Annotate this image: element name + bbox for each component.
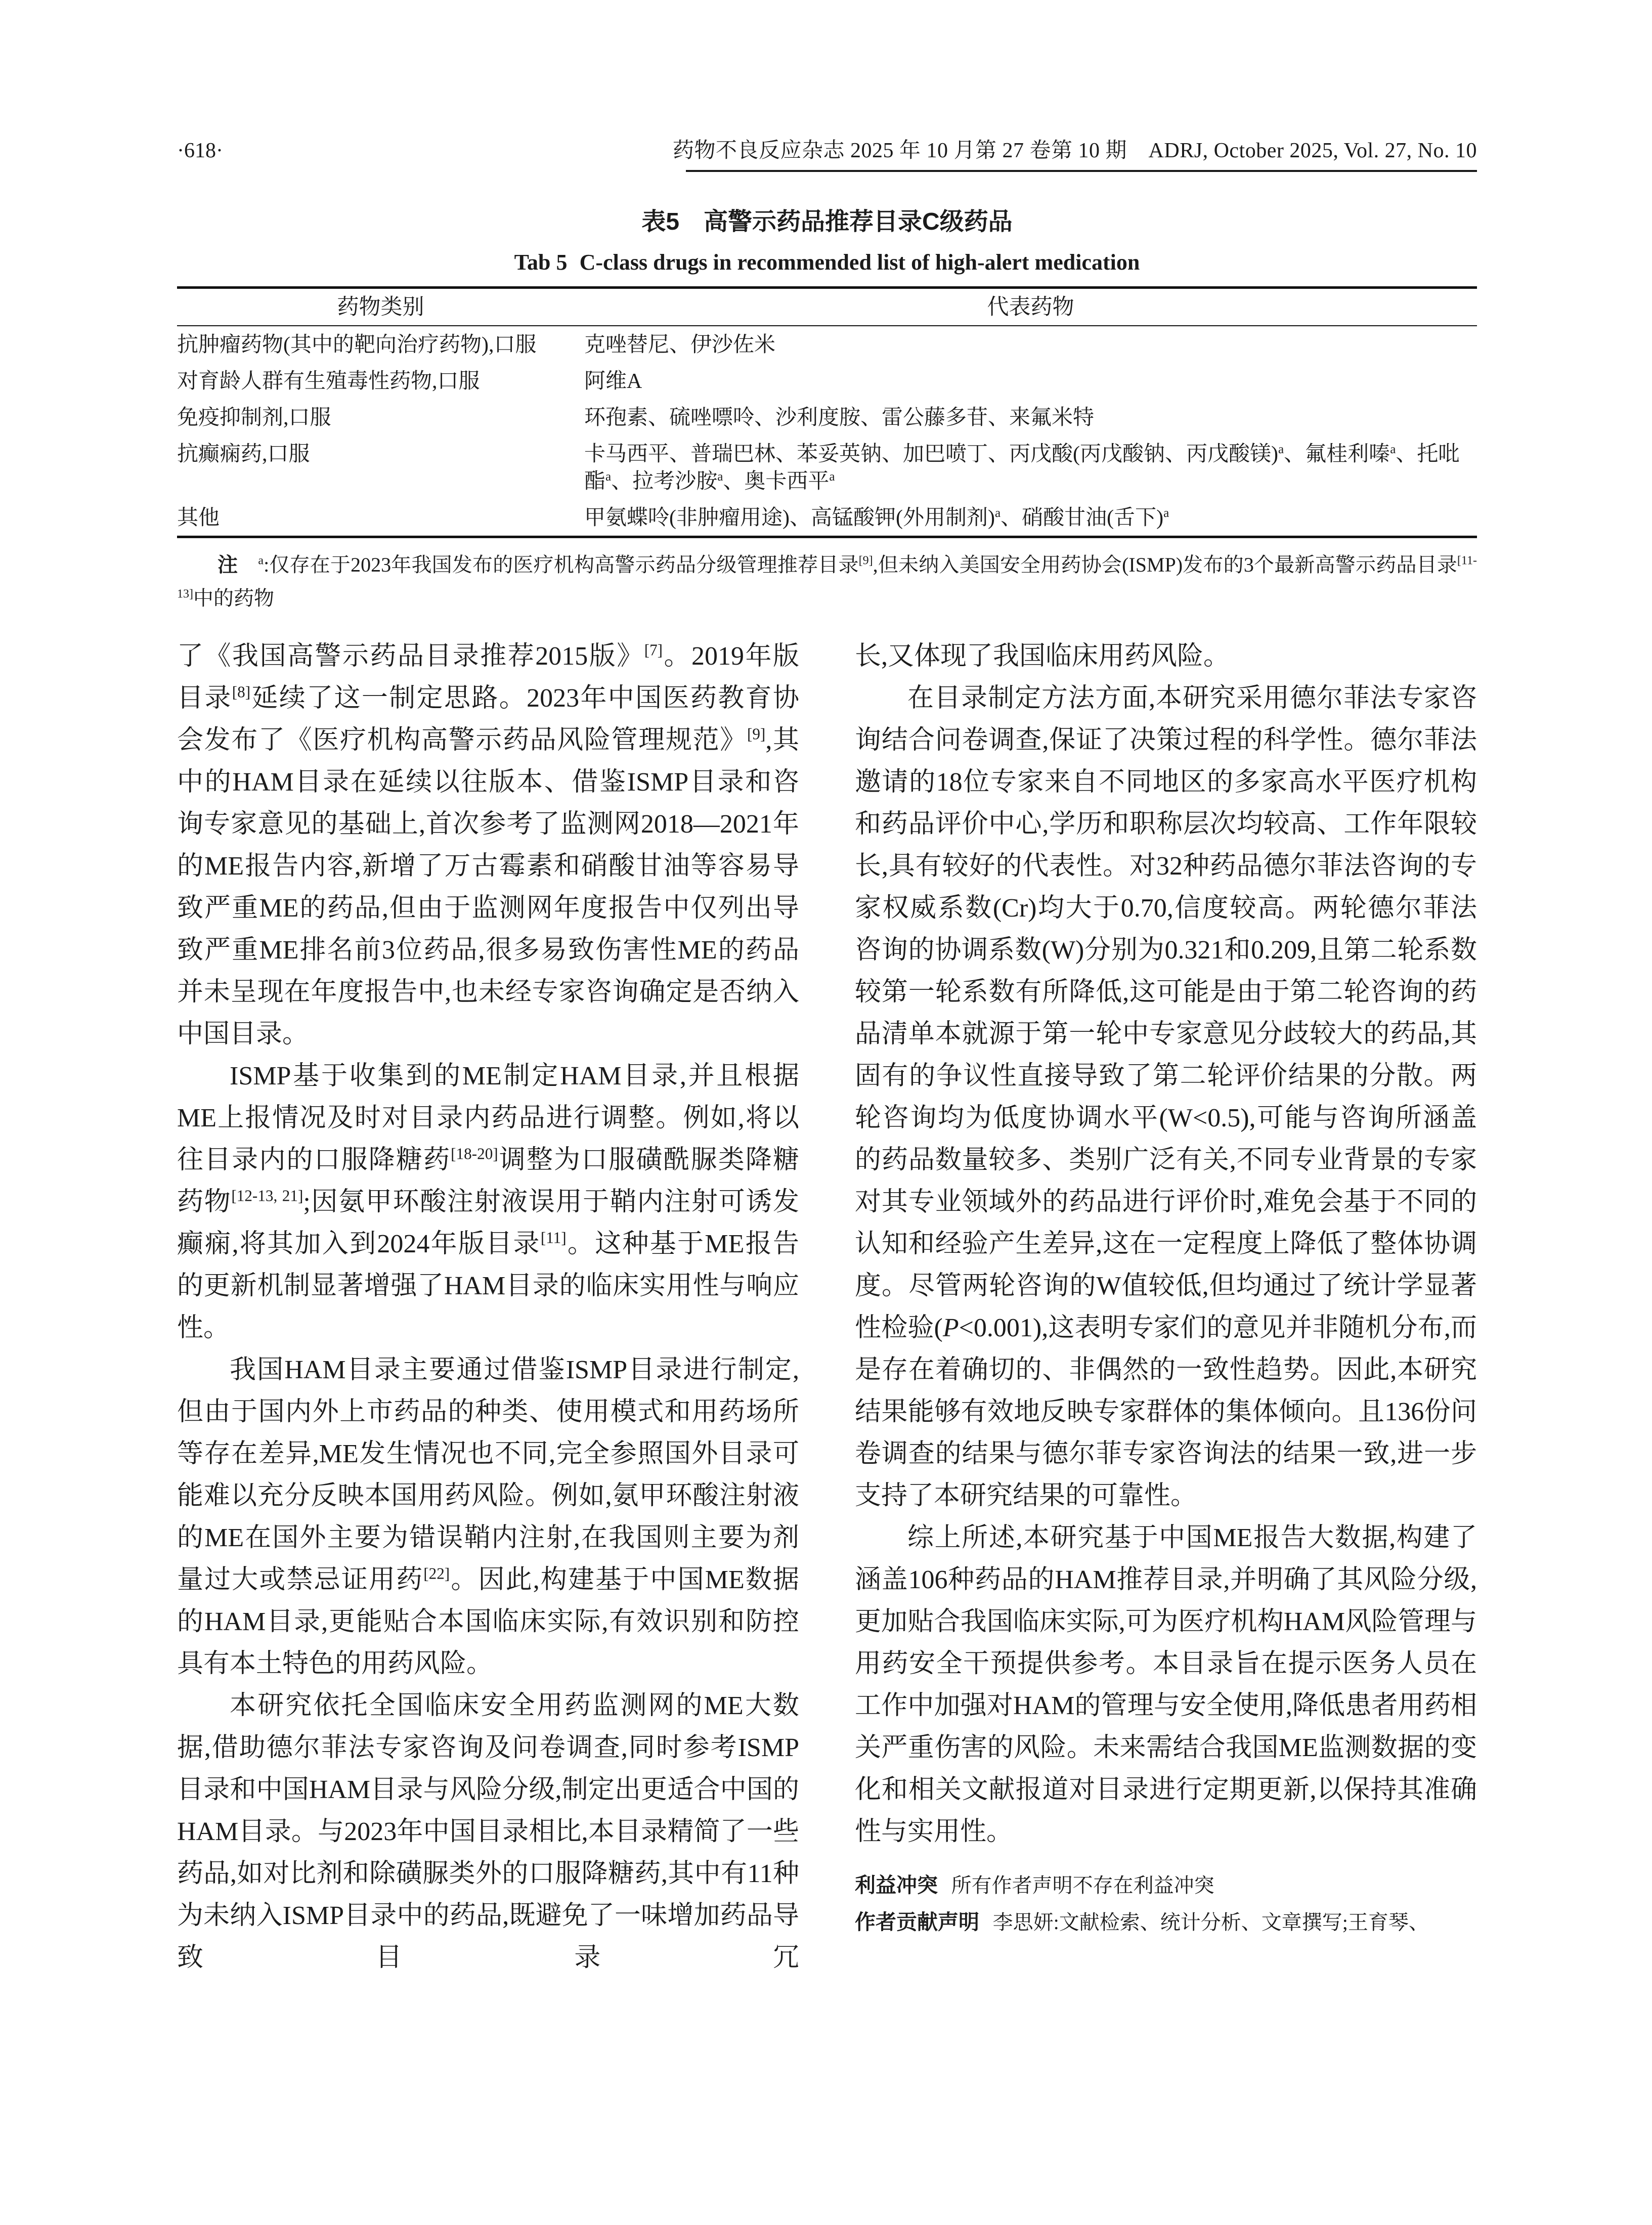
table-row (177, 399, 1477, 435)
drug-names-cell: 甲氨蝶呤(非肿瘤用途)、高锰酸钾(外用制剂)$^a$、硝酸甘油(舌下)$^a$ (584, 506, 1169, 530)
drug-table-head (177, 288, 1477, 326)
drug-category-cell: 对育龄人群有生殖毒性药物,口服 (177, 370, 480, 393)
statement-row (855, 1904, 1477, 1941)
body-paragraph: 我国HAM目录主要通过借鉴ISMP目录进行制定,但由于国内外上市药品的种类、使用模式和用药场所等存在差异,ME发生情况也不同,完全参照国外目录可能难以充分反映本国用药风险。例如,氨甲环酸注射液的ME在国外主要为错误鞘内注射,在我国则主要为剂量过大或禁忌证用药[22]。因此,构建基于中国ME数据的HAM目录,更能贴合本国临床实际,有效识别和防控具有本土特色的用药风险。 (177, 1356, 799, 1678)
body-column-left (177, 635, 799, 1979)
column-header-category: 药物类别 (177, 288, 584, 326)
table-title-cn: 表5 高警示药品推荐目录C级药品 (641, 208, 1013, 235)
drug-names-cell: 克唑替尼、伊沙佐米 (584, 333, 776, 357)
statement-text: 李思妍:文献检索、统计分析、文章撰写;王育琴、 (992, 1911, 1429, 1934)
drug-category-cell: 免疫抑制剂,口服 (177, 406, 331, 429)
drug-category-cell: 抗癫痫药,口服 (177, 443, 310, 466)
table-header-row (177, 288, 1477, 326)
table-row (177, 326, 1477, 363)
body-column-right (855, 635, 1477, 1941)
drug-category-cell: 其他 (177, 506, 220, 530)
statements-block (855, 1867, 1477, 1941)
body-paragraph: 综上所述,本研究基于中国ME报告大数据,构建了涵盖106种药品的HAM推荐目录,并明确了其风险分级,更加贴合我国临床实际,可为医疗机构HAM风险管理与用药安全干预提供参考。本目录旨在提示医务人员在工作中加强对HAM的管理与安全使用,降低患者用药相关严重伤害的风险。未来需结合我国ME监测数据的变化和相关文献报道对目录进行定期更新,以保持其准确性与实用性。 (855, 1523, 1477, 1846)
drug-names-cell: 卡马西平、普瑞巴林、苯妥英钠、加巴喷丁、丙戊酸(丙戊酸钠、丙戊酸镁)$^a$、氟桂利嗪$^a$、托吡酯$^a$、拉考沙胺$^a$、奥卡西平$^a$ (584, 443, 1460, 493)
drug-names-cell: 阿维A (584, 370, 642, 393)
body-paragraph: ISMP基于收集到的ME制定HAM目录,并且根据ME上报情况及时对目录内药品进行调整。例如,将以往目录内的口服降糖药[18-20]调整为口服磺酰脲类降糖药物[12-13, 21];因氨甲环酸注射液误用于鞘内注射可诱发癫痫,将其加入到2024年版目录[11]。这种基于ME报告的更新机制显著增强了HAM目录的临床实用性与响应性。 (177, 1062, 799, 1342)
statement-label: 利益冲突 (855, 1873, 938, 1897)
table-title-en-label: Tab 5 (514, 250, 568, 275)
journal-citation: 药物不良反应杂志 2025 年 10 月第 27 卷第 10 期 ADRJ, October 2025, Vol. 27, No. 10 (673, 139, 1477, 162)
page-header (177, 138, 1477, 164)
table-row (177, 499, 1477, 537)
drug-table (177, 286, 1477, 538)
column-header-drugs: 代表药物 (584, 288, 1477, 326)
page-number: ·618· (177, 139, 223, 162)
body-paragraph: 长,又体现了我国临床用药风险。 (855, 642, 1230, 671)
table-title-en (177, 249, 1477, 276)
header-rule (686, 170, 1477, 172)
drug-table-body (177, 326, 1477, 537)
table-row (177, 435, 1477, 499)
body-paragraph: 本研究依托全国临床安全用药监测网的ME大数据,借助德尔菲法专家咨询及问卷调查,同时参考ISMP目录和中国HAM目录与风险分级,制定出更适合中国的HAM目录。与2023年中国目录相比,本目录精简了一些药品,如对比剂和除磺脲类外的口服降糖药,其中有11种为未纳入ISMP目录中的药品,既避免了一味增加药品导致目录冗 (177, 1691, 799, 1972)
drug-names-cell: 环孢素、硫唑嘌呤、沙利度胺、雷公藤多苷、来氟米特 (584, 406, 1095, 429)
body-paragraph: 在目录制定方法方面,本研究采用德尔菲法专家咨询结合问卷调查,保证了决策过程的科学性。德尔菲法邀请的18位专家来自不同地区的多家高水平医疗机构和药品评价中心,学历和职称层次均较高、工作年限较长,具有较好的代表性。对32种药品德尔菲法咨询的专家权威系数(Cr)均大于0.70,信度较高。两轮德尔菲法咨询的协调系数(W)分别为0.321和0.209,且第二轮系数较第一轮系数有所降低,这可能是由于第二轮咨询的药品清单本就源于第一轮中专家意见分歧较大的药品,其固有的争议性直接导致了第二轮评价结果的分散。两轮咨询均为低度协调水平(W<0.5),可能与咨询所涵盖的药品数量较多、类别广泛有关,不同专业背景的专家对其专业领域外的药品进行评价时,难免会基于不同的认知和经验产生差异,这在一定程度上降低了整体协调度。尽管两轮咨询的W值较低,但均通过了统计学显著性检验(P<0.001),这表明专家们的意见并非随机分布,而是存在着确切的、非偶然的一致性趋势。因此,本研究结果能够有效地反映专家群体的集体倾向。且136份问卷调查的结果与德尔菲专家咨询法的结果一致,进一步支持了本研究结果的可靠性。 (855, 684, 1477, 1510)
statement-text: 所有作者声明不存在利益冲突 (951, 1874, 1214, 1897)
table-note: 注 $^a$:仅存在于2023年我国发布的医疗机构高警示药品分级管理推荐目录[9],但未纳入美国安全用药协会(ISMP)发布的3个最新高警示药品目录[11-13]中的药物 (177, 553, 1477, 609)
statement-row (855, 1867, 1477, 1904)
drug-category-cell: 抗肿瘤药物(其中的靶向治疗药物),口服 (177, 333, 537, 357)
table-title-en-text: C-class drugs in recommended list of high-alert medication (579, 250, 1140, 275)
body-paragraph: 了《我国高警示药品目录推荐2015版》[7]。2019年版目录[8]延续了这一制定思路。2023年中国医药教育协会发布了《医疗机构高警示药品风险管理规范》[9],其中的HAM目录在延续以往版本、借鉴ISMP目录和咨询专家意见的基础上,首次参考了监测网2018—2021年的ME报告内容,新增了万古霉素和硝酸甘油等容易导致严重ME的药品,但由于监测网年度报告中仅列出导致严重ME排名前3位药品,很多易致伤害性ME的药品并未呈现在年度报告中,也未经专家咨询确定是否纳入中国目录。 (177, 641, 799, 1049)
table-row (177, 363, 1477, 399)
statement-label: 作者贡献声明 (855, 1910, 979, 1934)
